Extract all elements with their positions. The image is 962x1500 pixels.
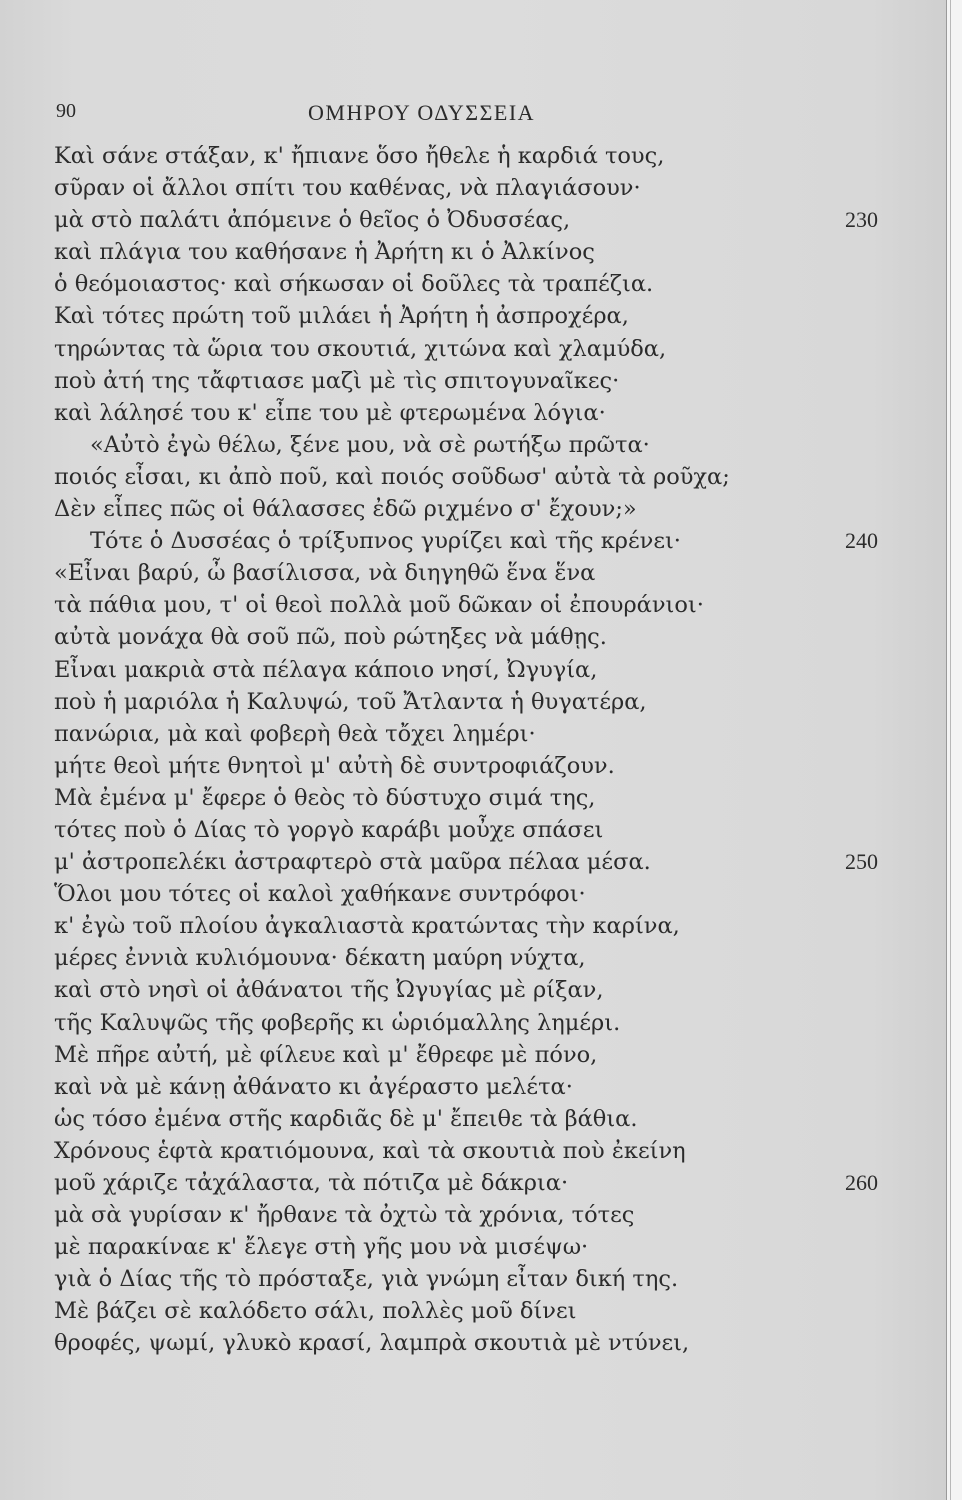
verse-text: Μὲ βάζει σὲ καλόδετο σάλι, πολλὲς μοῦ δίνει xyxy=(54,1298,577,1325)
verse-line xyxy=(0,1103,946,1135)
verse-text: Τότε ὁ Δυσσέας ὁ τρίξυπνος γυρίζει καὶ τῆς κρένει· xyxy=(90,528,681,555)
verse-text: ὁ θεόμοιαστος· καὶ σήκωσαν οἱ δοῦλες τὰ τραπέζια. xyxy=(54,271,654,298)
verse-text: Καὶ σάνε στάξαν, κ' ἤπιανε ὅσο ἤθελε ἡ καρδιά τους, xyxy=(54,143,665,169)
verse-line xyxy=(0,300,946,332)
verse-line xyxy=(0,525,946,557)
verse-line xyxy=(0,1167,946,1199)
line-number: 250 xyxy=(845,849,878,875)
verse-line xyxy=(0,493,946,525)
verse-text: θροφές, ψωμί, γλυκὸ κρασί, λαμπρὰ σκουτιὰ μὲ ντύνει, xyxy=(54,1330,690,1357)
verse-line xyxy=(0,172,946,204)
verse-text: Χρόνους ἑφτὰ κρατιόμουνα, καὶ τὰ σκουτιὰ ποὺ ἐκείνη xyxy=(54,1137,686,1164)
verse-line xyxy=(0,846,946,878)
verse-text: Καὶ τότες πρώτη τοῦ μιλάει ἡ Ἀρήτη ἡ ἀσπροχέρα, xyxy=(54,303,629,330)
verse-line xyxy=(0,1199,946,1231)
verse-line xyxy=(0,814,946,846)
verse-line xyxy=(0,236,946,268)
verse-text: τότες ποὺ ὁ Δίας τὸ γοργὸ καράβι μοὖχε σπάσει xyxy=(54,816,604,843)
verse-text: ὡς τόσο ἐμένα στῆς καρδιᾶς δὲ μ' ἔπειθε τὰ βάθια. xyxy=(54,1105,638,1132)
line-number: 240 xyxy=(845,528,878,554)
verse-text: καὶ πλάγια του καθήσανε ἡ Ἀρήτη κι ὁ Ἀλκίνος xyxy=(54,239,595,266)
verse-text: καὶ νὰ μὲ κάνῃ ἀθάνατο κι ἀγέραστο μελέτα· xyxy=(54,1073,573,1100)
verse-line xyxy=(0,750,946,782)
verse-text: αὐτὰ μονάχα θὰ σοῦ πῶ, ποὺ ρώτηξες νὰ μάθῃς. xyxy=(54,624,607,651)
verse-line xyxy=(0,397,946,429)
verse-line xyxy=(0,1327,946,1359)
line-number: 230 xyxy=(845,207,878,233)
verse-text: μοῦ χάριζε τἀχάλαστα, τὰ πότιζα μὲ δάκρια· xyxy=(54,1170,569,1196)
verse-line xyxy=(0,140,946,172)
verse-line xyxy=(0,557,946,589)
verse-text: Μὲ πῆρε αὐτή, μὲ φίλευε καὶ μ' ἔθρεφε μὲ πόνο, xyxy=(54,1041,598,1068)
verse-line xyxy=(0,1039,946,1071)
verse-line xyxy=(0,718,946,750)
verse-text: ποὺ ἡ μαριόλα ἡ Καλυψώ, τοῦ Ἄτλαντα ἡ θυγατέρα, xyxy=(54,688,647,715)
verse-text: ποιός εἶσαι, κι ἀπὸ ποῦ, καὶ ποιός σοῦδωσ' αὐτὰ τὰ ροῦχα; xyxy=(54,463,730,490)
verse-line xyxy=(0,204,946,236)
verse-line xyxy=(0,429,946,461)
verse-line xyxy=(0,910,946,942)
verse-text: μὲ παρακίναε κ' ἔλεγε στὴ γῆς μου νὰ μισέψω· xyxy=(54,1234,589,1261)
verse-text: ποὺ ἀτή της τἄφτιασε μαζὶ μὲ τὶς σπιτογυναῖκες· xyxy=(54,367,620,394)
verse-text: σῦραν οἱ ἄλλοι σπίτι του καθένας, νὰ πλαγιάσουν· xyxy=(54,175,641,202)
verse-line xyxy=(0,589,946,621)
verse-text: μέρες ἐννιὰ κυλιόμουνα· δέκατη μαύρη νύχτα, xyxy=(54,945,586,972)
verse-line xyxy=(0,654,946,686)
verse-line xyxy=(0,1007,946,1039)
verse-line xyxy=(0,686,946,718)
verse-text: «Αὐτὸ ἐγὼ θέλω, ξένε μου, νὰ σὲ ρωτήξω πρῶτα· xyxy=(90,431,650,458)
verse-line xyxy=(0,782,946,814)
verse-line xyxy=(0,1135,946,1167)
verse-text: τὰ πάθια μου, τ' οἱ θεοὶ πολλὰ μοῦ δῶκαν οἱ ἐπουράνιοι· xyxy=(54,592,704,619)
verse-line xyxy=(0,1295,946,1327)
verse-line xyxy=(0,878,946,910)
verse-text: τῆς Καλυψῶς τῆς φοβερῆς κι ὡριόμαλλης λημέρι. xyxy=(54,1009,621,1036)
verse-line xyxy=(0,974,946,1006)
verse-line xyxy=(0,621,946,653)
verse-line xyxy=(0,461,946,493)
page-number: 90 xyxy=(56,100,76,122)
verse-text: γιὰ ὁ Δίας τῆς τὸ πρόσταξε, γιὰ γνώμη εἶταν δική της. xyxy=(54,1266,679,1293)
verse-text: καὶ λάλησέ του κ' εἶπε του μὲ φτερωμένα λόγια· xyxy=(54,399,606,426)
verse-text: πανώρια, μὰ καὶ φοβερὴ θεὰ τὄχει λημέρι· xyxy=(54,720,536,747)
verse-text: μ' ἀστροπελέκι ἀστραφτερὸ στὰ μαῦρα πέλαα μέσα. xyxy=(54,849,651,876)
verse-text: μήτε θεοὶ μήτε θνητοὶ μ' αὐτὴ δὲ συντροφιάζουν. xyxy=(54,752,615,779)
verse-text: μὰ σὰ γυρίσαν κ' ἤρθανε τὰ ὀχτὼ τὰ χρόνια, τότες xyxy=(54,1202,635,1229)
verse-line xyxy=(0,942,946,974)
verse-text: Ὅλοι μου τότες οἱ καλοὶ χαθήκανε συντρόφοι· xyxy=(54,881,586,908)
verse-text: μὰ στὸ παλάτι ἀπόμεινε ὁ θεῖος ὁ Ὀδυσσέας, xyxy=(54,207,571,234)
verse-line xyxy=(0,365,946,397)
verse-text: καὶ στὸ νησὶ οἱ ἀθάνατοι τῆς Ὠγυγίας μὲ ρίξαν, xyxy=(54,977,604,1004)
page-edge xyxy=(946,0,962,1500)
verse-block xyxy=(0,140,946,1360)
running-title: ΟΜΗΡΟΥ ΟΔΥΣΣΕΙΑ xyxy=(308,100,536,125)
verse-text: Εἶναι μακριὰ στὰ πέλαγα κάποιο νησί, Ὠγυγία, xyxy=(54,656,598,683)
verse-line xyxy=(0,333,946,365)
verse-line xyxy=(0,268,946,300)
verse-text: Δὲν εἶπες πῶς οἱ θάλασσες ἐδῶ ριχμένο σ' ἔχουν;» xyxy=(54,496,637,523)
verse-line xyxy=(0,1231,946,1263)
line-number: 260 xyxy=(845,1170,878,1195)
verse-line xyxy=(0,1263,946,1295)
verse-text: Μὰ ἐμένα μ' ἔφερε ὁ θεὸς τὸ δύστυχο σιμά της, xyxy=(54,784,596,811)
verse-text: «Εἶναι βαρύ, ὦ βασίλισσα, νὰ διηγηθῶ ἕνα ἕνα xyxy=(54,560,596,587)
verse-text: κ' ἐγὼ τοῦ πλοίου ἀγκαλιαστὰ κρατώντας τὴν καρίνα, xyxy=(54,913,680,940)
verse-text: τηρώντας τὰ ὥρια του σκουτιά, χιτώνα καὶ χλαμύδα, xyxy=(54,335,667,362)
verse-line xyxy=(0,1071,946,1103)
